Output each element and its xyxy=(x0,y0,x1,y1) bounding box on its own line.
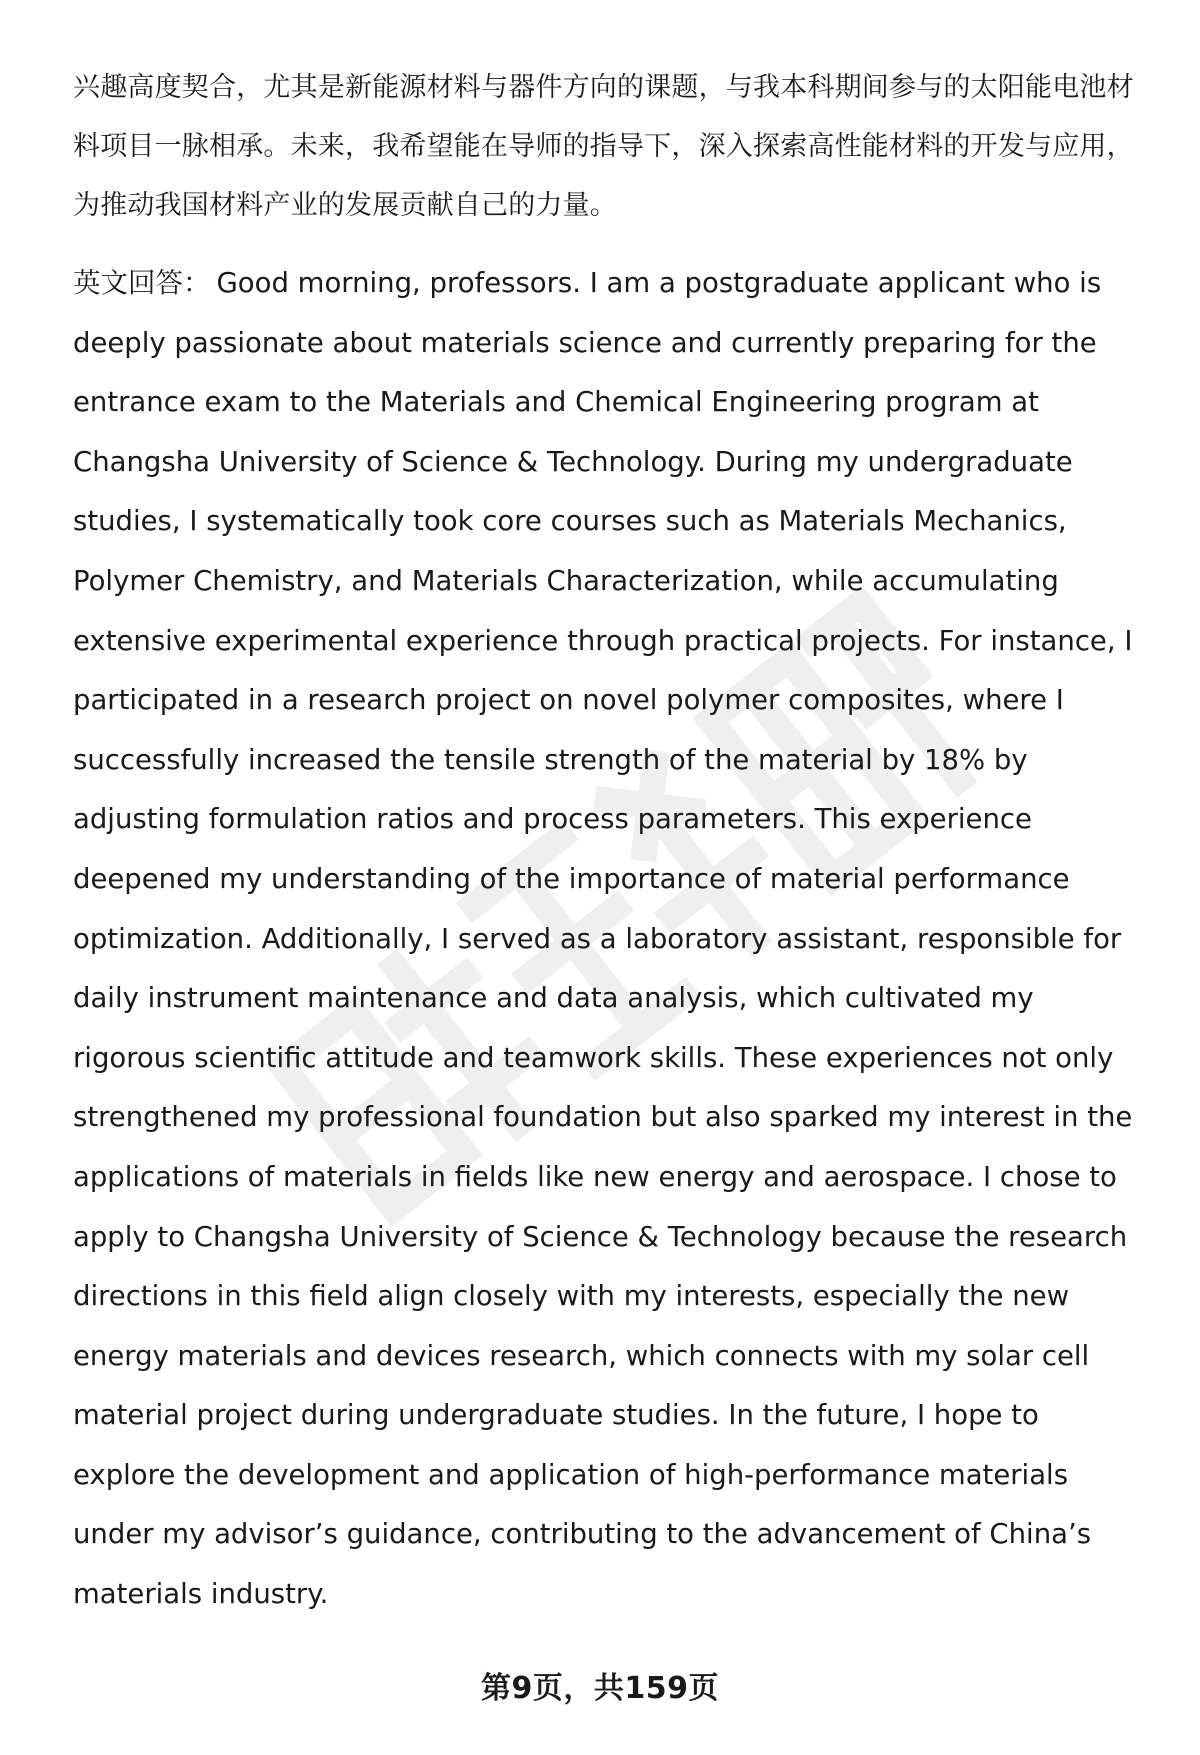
document-page xyxy=(73,58,1148,1625)
page-number-footer: 第9页，共159页 xyxy=(481,1671,719,1706)
chinese-paragraph: 兴趣高度契合，尤其是新能源材料与器件方向的课题，与我本科期间参与的太阳能电池材料项目一脉相承。未来，我希望能在导师的指导下，深入探索高性能材料的开发与应用，为推动我国材料产业的发展贡献自己的力量。 xyxy=(73,72,1134,221)
english-answer-text: Good morning, professors. I am a postgraduate applicant who is deeply passionate about materials science and currently preparing for the entrance exam to the Materials and Chemical Engineering program at Changsha University of Science & Technology. During my undergraduate studies, I systematically took core courses such as Materials Mechanics, Polymer Chemistry, and Materials Characterization, while accumulating extensive experimental experience through practical projects. For instance, I participated in a research project on novel polymer composites, where I successfully increased the tensile strength of the material by 18% by adjusting formulation ratios and process parameters. This experience deepened my understanding of the importance of material performance optimization. Additionally, I served as a laboratory assistant, responsible for daily instrument maintenance and data analysis, which cultivated my rigorous scientific attitude and teamwork skills. These experiences not only strengthened my professional foundation but also sparked my interest in the applications of materials in fields like new energy and aerospace. I chose to apply to Changsha University of Science & Technology because the research directions in this field align closely with my interests, especially the new energy materials and devices research, which connects with my solar cell material project during undergraduate studies. In the future, I hope to explore the development and application of high-performance materials under my advisor’s guidance, contributing to the advancement of China’s materials industry. xyxy=(73,267,1133,1611)
english-answer-label: 英文回答： xyxy=(73,267,211,299)
english-answer-paragraph xyxy=(73,254,1148,1625)
